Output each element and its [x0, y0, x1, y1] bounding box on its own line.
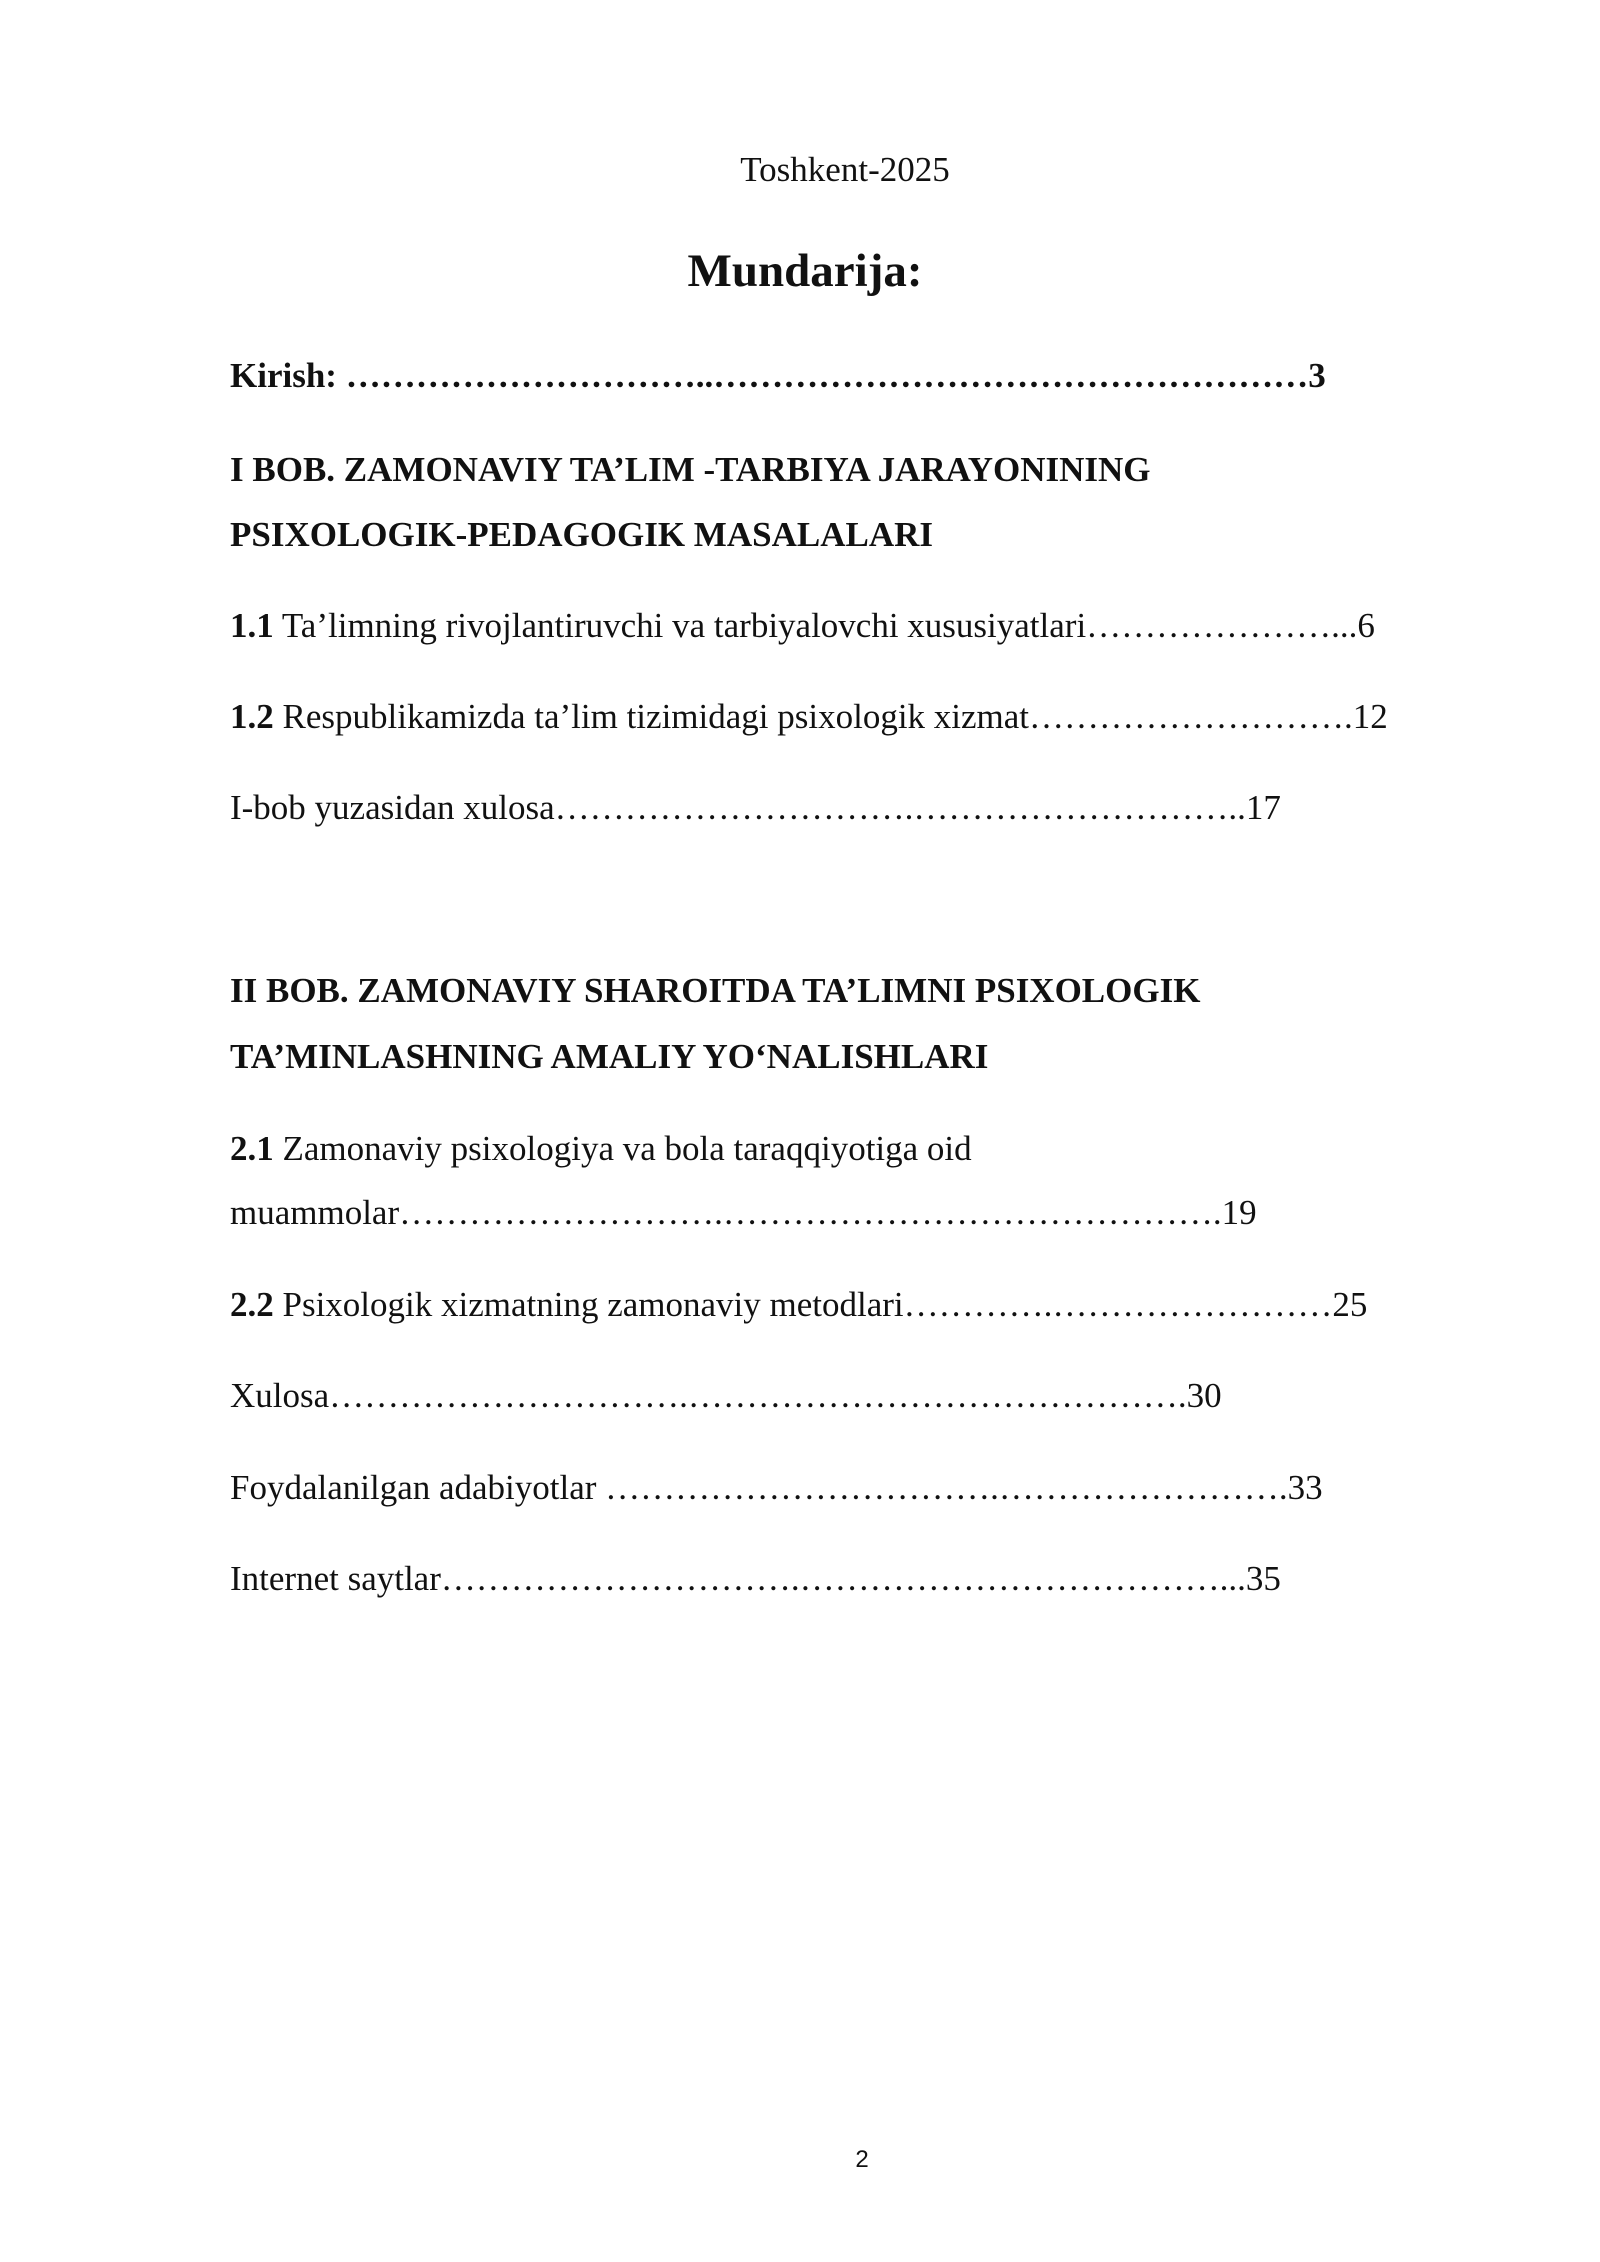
toc-entry-references: Foydalanilgan adabiyotlar …………………………….…………………….33	[230, 1468, 1323, 1507]
section-title: Psixologik xizmatning zamonaviy metodlari………….……………………25	[273, 1285, 1368, 1324]
chapter2-title-line1: II BOB. ZAMONAVIY SHAROITDA TA’LIMNI PSIXOLOGIK	[230, 971, 1201, 1010]
toc-entry-2-1-continued: muammolar……………………….…………………………………….19	[230, 1193, 1257, 1232]
section-title: Zamonaviy psixologiya va bola taraqqiyotiga oid	[273, 1129, 972, 1168]
section-title: Respublikamizda ta’lim tizimidagi psixologik xizmat……………………….12	[273, 697, 1388, 736]
chapter1-title-line1: I BOB. ZAMONAVIY TA’LIM -TARBIYA JARAYONINING	[230, 450, 1151, 489]
toc-entry-1-2	[230, 699, 1388, 734]
chapter2-title-line2: TA’MINLASHNING AMALIY YO‘NALISHLARI	[230, 1037, 989, 1076]
city-year: Toshkent-2025	[740, 150, 950, 189]
toc-entry-chapter1-summary: I-bob yuzasidan xulosa………………………….………………………..17	[230, 788, 1281, 827]
chapter1-title-line2: PSIXOLOGIK-PEDAGOGIK MASALALARI	[230, 515, 933, 554]
toc-entry-internet-sites: Internet saytlar………………………….………………………………...35	[230, 1559, 1281, 1598]
section-title: Ta’limning rivojlantiruvchi va tarbiyalovchi xususiyatlari…………………...6	[273, 606, 1375, 645]
section-number: 2.1	[230, 1129, 274, 1168]
toc-entry-1-1	[230, 608, 1375, 643]
toc-entry-intro: Kirish: …………………………..……………………………………………3	[230, 356, 1326, 395]
section-number: 1.1	[230, 606, 274, 645]
section-number: 2.2	[230, 1285, 274, 1324]
toc-entry-conclusion: Xulosa………………………….…………………………………….30	[230, 1376, 1222, 1415]
section-number: 1.2	[230, 697, 274, 736]
toc-entry-2-1	[230, 1131, 972, 1166]
toc-entry-2-2	[230, 1287, 1367, 1322]
toc-heading: Mundarija:	[687, 245, 923, 297]
page-number: 2	[855, 2146, 869, 2173]
